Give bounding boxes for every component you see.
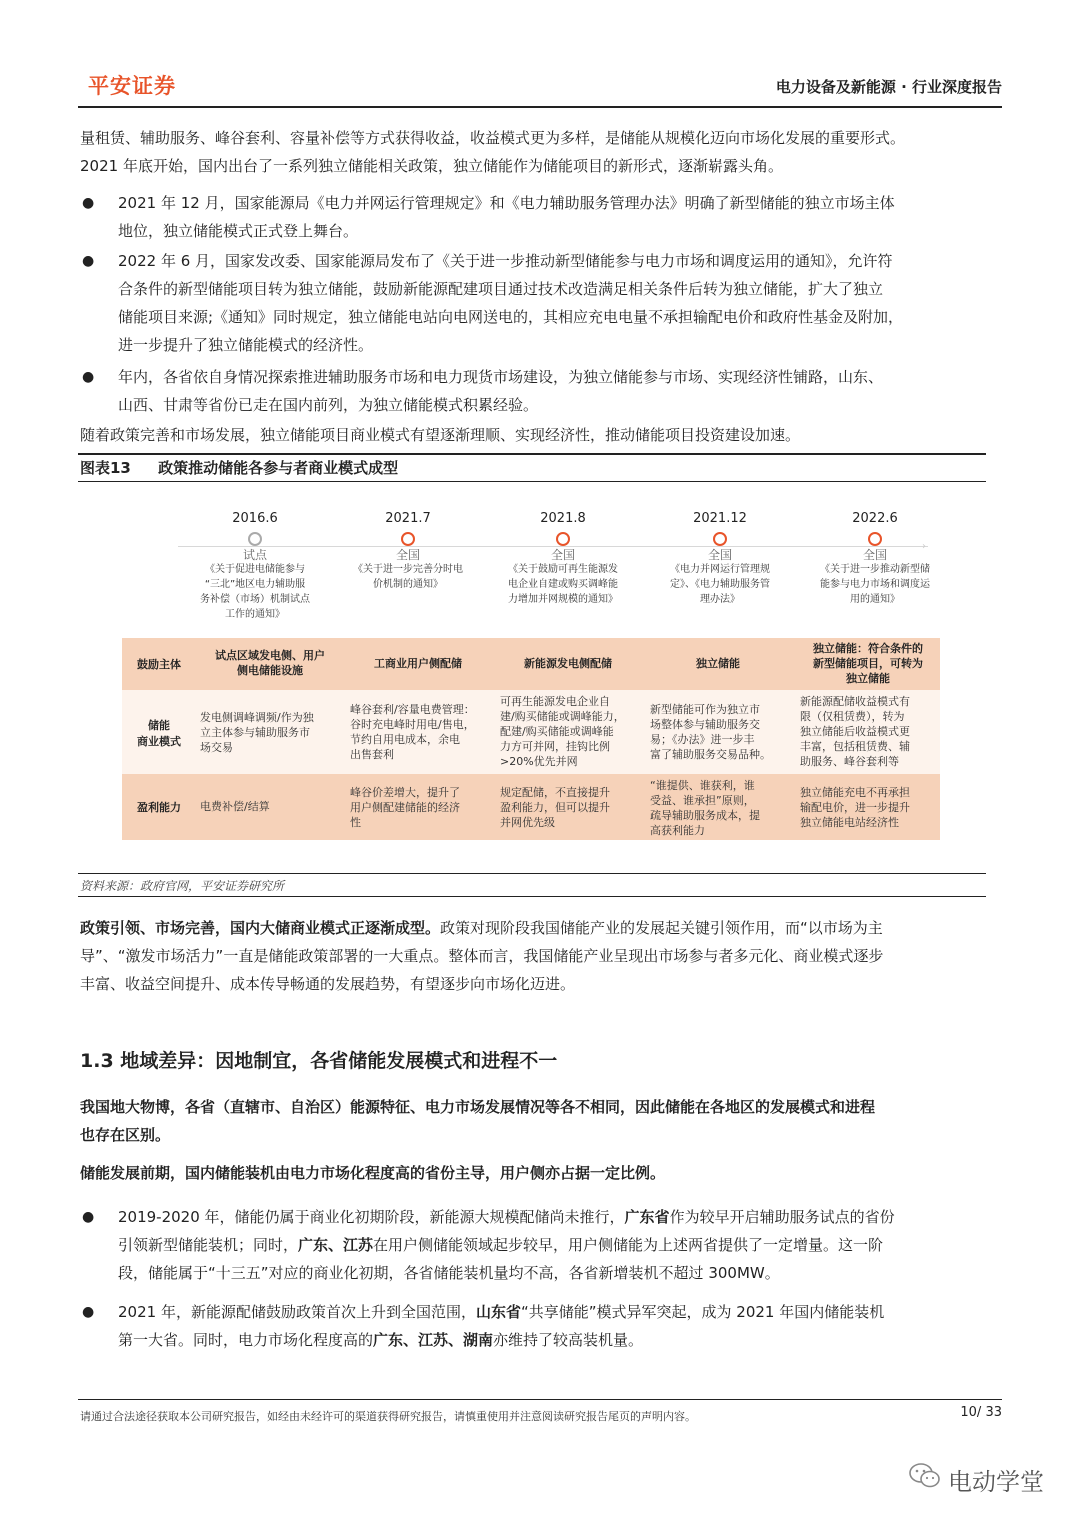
timeline-node (488, 511, 638, 607)
table-cell: 独立储能充电不再承担 输配电价，进一步提升 独立储能电站经济性 (800, 786, 910, 829)
timeline-node (800, 511, 950, 607)
table-cell: 发电侧调峰调频/作为独 立主体参与辅助服务市 场交易 (200, 711, 314, 754)
timeline-date: 2021.7 (385, 511, 431, 526)
bullet-line: 地位，独立储能模式正式登上舞台。 (118, 222, 359, 240)
bullet-line: 年内，各省依自身情况探索推进辅助服务市场和电力现货市场建设，为独立储能参与市场、实现经济性铺路，山东、 (118, 368, 884, 386)
table-cell: 工商业用户侧配储 (374, 657, 462, 670)
after-bullets-text: 随着政策完善和市场发展，独立储能项目商业模式有望逐渐理顺、实现经济性，推动储能项目投资建设加速。 (80, 426, 801, 444)
intro-paragraph (80, 124, 1004, 180)
figure-number: 图表13 (80, 459, 131, 477)
summary-lead: 政策引领、市场完善，国内大储商业模式正逐渐成型。 (80, 919, 441, 937)
figure-source: 资料来源：政府官网，平安证券研究所 (80, 879, 285, 893)
page-number: 10/ 33 (960, 1405, 1002, 1420)
bullet-icon: ● (82, 369, 95, 385)
intro-line: 量租赁、辅助服务、峰谷套利、容量补偿等方式获得收益，收益模式更为多样，是储能从规模化迈向市场化发展的重要形式。 (80, 129, 906, 147)
timeline-document: 《电力并网运行管理规 定》、《电力辅助服务管 理办法》 (670, 564, 770, 605)
row-label: 盈利能力 (137, 801, 181, 814)
section-lead-sentence: 储能发展前期，国内储能装机由电力市场化程度高的省份主导，用户侧亦占据一定比例。 (80, 1164, 666, 1182)
wechat-icon (908, 1462, 942, 1496)
bullet-item (80, 1298, 1004, 1354)
timeline-scope: 全国 (395, 548, 420, 562)
bullet-icon: ● (82, 1304, 95, 1320)
bullet-line: 第一大省。同时，电力市场化程度高的广东、江苏、湖南亦维持了较高装机量。 (118, 1331, 644, 1349)
timeline-document: 《关于进一步完善分时电 价机制的通知》 (353, 564, 463, 590)
table-cell: 新能源配储收益模式有 限（仅租赁费），转为 独立储能后收益模式更 丰富，包括租赁费、辅 助服务、峰谷套利等 (800, 695, 910, 768)
bullet-line: 引领新型储能装机；同时，广东、江苏在用户侧储能领域起步较早，用户侧储能为上述两省提供了一定增量。这一阶 (118, 1236, 884, 1254)
table-cell: 独立储能：符合条件的 新型储能项目，可转为 独立储能 (813, 642, 923, 685)
bullet-item (80, 1203, 1004, 1287)
bullet-line: 储能项目来源;《通知》同时规定，独立储能电站向电网送电的，其相应充电电量不承担输配电价和政府性基金及附加， (118, 308, 904, 326)
timeline-date: 2022.6 (852, 511, 898, 526)
timeline-scope: 全国 (862, 548, 887, 562)
timeline-dot-icon (401, 532, 415, 546)
table-cell: 新能源发电侧配储 (524, 657, 612, 670)
summary-line: 导”、“激发市场活力”一直是储能政策部署的一大重点。整体而言，我国储能产业呈现出市场参与者多元化、商业模式逐步 (80, 947, 884, 965)
section-lead-paragraph: 我国地大物博，各省（直辖市、自治区）能源特征、电力市场发展情况等各不相同，因此储能在各地区的发展模式和进程 也存在区别。 (80, 1098, 876, 1144)
bullet-icon: ● (82, 1209, 95, 1225)
timeline-arrow-icon: › (922, 541, 926, 552)
timeline-document: 《关于促进电储能参与 “三北”地区电力辅助服 务补偿（市场）机制试点 工作的通知》 (200, 564, 310, 620)
figure-caption (78, 453, 986, 482)
table-cell: 可再生能源发电企业自 建/购买储能或调峰能力， 配建/购买储能或调峰能 力方可并网，挂钩比例 >20%优先并网 (500, 695, 625, 768)
timeline-dot-icon (248, 532, 262, 546)
bullet-icon: ● (82, 253, 95, 269)
table-cell: “谁提供、谁获利，谁 受益、谁承担”原则， 疏导辅助服务成本，提 高获利能力 (650, 779, 760, 837)
timeline-node (645, 511, 795, 607)
timeline-date: 2016.6 (232, 511, 278, 526)
company-logo: 平安证券 (88, 74, 176, 98)
bullet-item (80, 247, 1004, 359)
bullet-line: 2022 年 6 月，国家发改委、国家能源局发布了《关于进一步推动新型储能参与电力市场和调度运用的通知》，允许符 (118, 252, 893, 270)
bullet-line: 进一步提升了独立储能模式的经济性。 (118, 336, 374, 354)
timeline-document: 《关于鼓励可再生能源发 电企业自建或购买调峰能 力增加并网规模的通知》 (508, 564, 618, 605)
watermark-text: 电动学堂 (948, 1468, 1044, 1496)
timeline-date: 2021.8 (540, 511, 586, 526)
timeline-document: 《关于进一步推动新型储 能参与电力市场和调度运 用的通知》 (820, 564, 930, 605)
summary-line: 政策对现阶段我国储能产业的发展起关键引领作用，而“以市场为主 (440, 919, 883, 937)
timeline-scope: 全国 (550, 548, 575, 562)
table-cell: 电费补偿/结算 (200, 800, 270, 813)
bullet-icon: ● (82, 195, 95, 211)
bullet-item (80, 363, 1004, 419)
report-category: 电力设备及新能源 · 行业深度报告 (775, 78, 1002, 96)
bullet-line: 段，储能属于“十三五”对应的商业化初期，各省储能装机量均不高，各省新增装机不超过 300MW。 (118, 1264, 780, 1282)
table-cell: 规定配储，不直接提升 盈利能力，但可以提升 并网优先级 (500, 786, 610, 829)
table-cell: 峰谷价差增大，提升了 用户侧配建储能的经济 性 (350, 786, 460, 829)
bullet-line: 2021 年 12 月，国家能源局《电力并网运行管理规定》和《电力辅助服务管理办法》明确了新型储能的独立市场主体 (118, 194, 895, 212)
footer-disclaimer: 请通过合法途径获取本公司研究报告，如经由未经许可的渠道获得研究报告，请慎重使用并注意阅读研究报告尾页的声明内容。 (80, 1410, 696, 1423)
bullet-line: 2019-2020 年，储能仍属于商业化初期阶段，新能源大规模配储尚未推行，广东省作为较早开启辅助服务试点的省份 (118, 1208, 895, 1226)
timeline-date: 2021.12 (693, 511, 747, 526)
row-label: 鼓励主体 (137, 658, 181, 671)
table-cell: 独立储能 (696, 657, 740, 670)
intro-line: 2021 年底开始，国内出台了一系列独立储能相关政策，独立储能作为储能项目的新形式，逐渐崭露头角。 (80, 157, 783, 175)
timeline-scope: 试点 (242, 548, 267, 562)
source-divider (78, 873, 986, 874)
timeline-dot-icon (556, 532, 570, 546)
section-heading: 1.3 地域差异：因地制宜，各省储能发展模式和进程不一 (80, 1050, 558, 1072)
bullet-item (80, 189, 1004, 245)
footer-divider (78, 1399, 1002, 1400)
timeline-dot-icon (713, 532, 727, 546)
bullet-line: 山西、甘肃等省份已走在国内前列，为独立储能模式积累经验。 (118, 396, 539, 414)
timeline-node (333, 511, 483, 592)
table-cell: 新型储能可作为独立市 场整体参与辅助服务交 易；《办法》进一步丰 富了辅助服务交易品种。 (650, 703, 771, 761)
row-label: 储能 商业模式 (137, 719, 181, 748)
summary-paragraph (80, 914, 1004, 998)
bullet-line: 合条件的新型储能项目转为独立储能，鼓励新能源配建项目通过技术改造满足相关条件后转为独立储能，扩大了独立 (118, 280, 884, 298)
timeline-node (180, 511, 330, 622)
bullet-line: 2021 年，新能源配储鼓励政策首次上升到全国范围，山东省“共享储能”模式异军突起，成为 2021 年国内储能装机 (118, 1303, 885, 1321)
timeline-dot-icon (868, 532, 882, 546)
source-divider (78, 896, 986, 897)
figure-title: 政策推动储能各参与者商业模式成型 (158, 459, 399, 477)
summary-line: 丰富、收益空间提升、成本传导畅通的发展趋势，有望逐步向市场化迈进。 (80, 975, 576, 993)
timeline-scope: 全国 (707, 548, 732, 562)
table-cell: 峰谷套利/容量电费管理： 谷时充电峰时用电/售电， 节约自用电成本，余电 出售套利 (350, 703, 475, 761)
header-divider (78, 106, 1002, 108)
table-cell: 试点区域发电侧、用户 侧电储能设施 (215, 649, 325, 677)
